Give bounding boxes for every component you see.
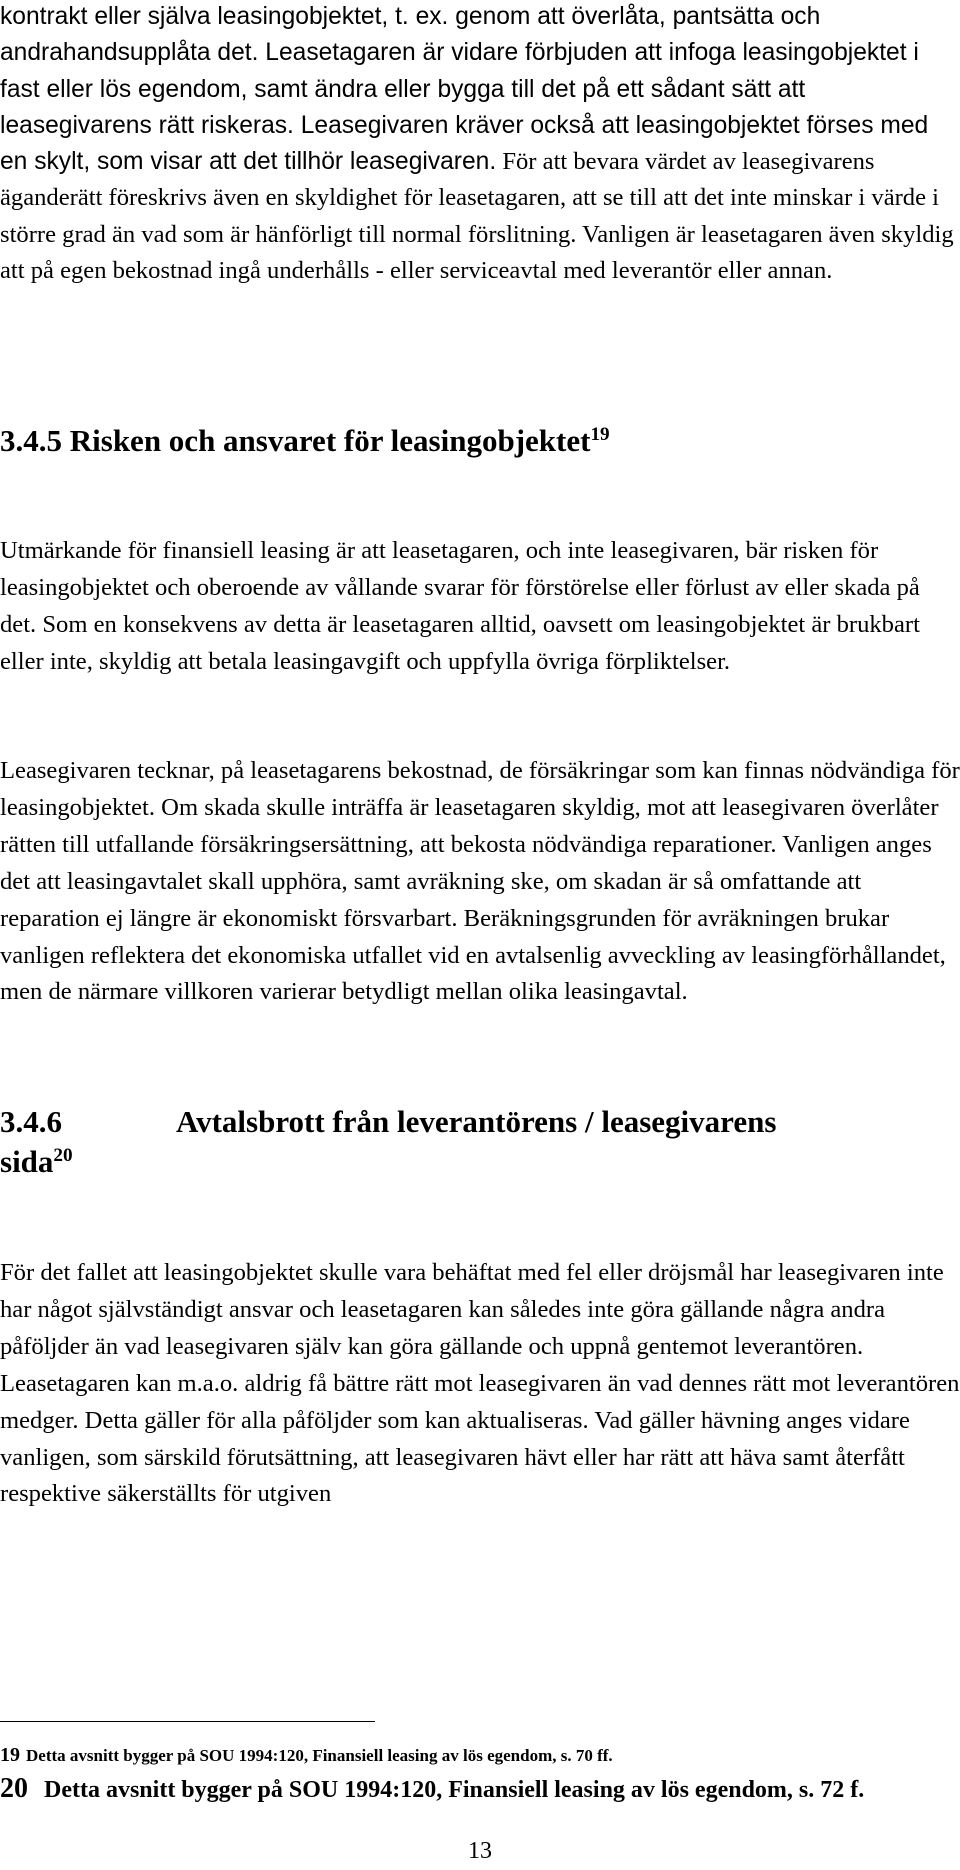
footnote-19 <box>0 1741 613 1770</box>
footnote-text: Detta avsnitt bygger på SOU 1994:120, Finansiell leasing av lös egendom, s. 70 ff. <box>26 1746 613 1765</box>
footnote-separator <box>0 1721 375 1722</box>
page-number: 13 <box>468 1838 492 1864</box>
section-title-line1: Avtalsbrott från leverantörens / leasegivarens <box>176 1104 777 1139</box>
section-title-line2: sida <box>0 1144 54 1179</box>
section-heading-3-4-5 <box>0 422 610 464</box>
intro-text-serif: För att bevara värdet av leasegivarens äganderätt föreskrivs även en skyldighet för leasetagaren, att se till att det inte minskar i värde i större grad än vad som är hänförligt till normal förslitning. Vanligen är leasetagaren även skyldig att på egen bekostnad ingå underhålls - eller serviceavtal med leverantör eller annan. <box>0 148 954 285</box>
section-number: 3.4.5 <box>0 423 62 458</box>
intro-paragraph <box>0 0 960 289</box>
paragraph-breach: För det fallet att leasingobjektet skulle vara behäftat med fel eller dröjsmål har leasegivaren inte har något självständigt ansvar och leasetagaren kan således inte göra gällande några andra påföljder än vad leasegivaren själv kan göra gällande och uppnå gentemot leverantören. Leasetagaren kan m.a.o. aldrig få bättre rätt mot leasegivaren än vad dennes rätt mot leverantören medger. Detta gäller för alla påföljder som kan aktualiseras. Vad gäller hävning anges vidare vanligen, som särskild förutsättning, att leasegivaren hävt eller har rätt att häva samt återfått respektive säkerställts för utgiven <box>0 1259 960 1508</box>
paragraph-insurance: Leasegivaren tecknar, på leasetagarens bekostnad, de försäkringar som kan finnas nödvändiga för leasingobjektet. Om skada skulle inträffa är leasetagaren skyldig, mot att leasegivaren överlåter rätten till utfallande försäkringsersättning, att bekosta nödvändiga reparationer. Vanligen anges det att leasingavtalet skall upphöra, samt avräkning ske, om skadan är så omfattande att reparation ej längre är ekonomiskt försvarbart. Beräkningsgrunden för avräkningen brukar vanligen reflektera det ekonomiska utfallet vid en avtalsenlig avveckling av leasingförhållandet, men de närmare villkoren varierar betydligt mellan olika leasingavtal. <box>0 757 960 1006</box>
footnote-ref-20: 20 <box>53 1145 73 1167</box>
footnote-text: Detta avsnitt bygger på SOU 1994:120, Finansiell leasing av lös egendom, s. 72 f. <box>44 1777 865 1803</box>
footnote-20 <box>0 1771 960 1808</box>
footnote-ref-19: 19 <box>590 424 610 446</box>
section-heading-3-4-6-cont <box>0 1143 73 1185</box>
intro-text-sans: kontrakt eller själva leasingobjektet, t. ex. genom att överlåta, pantsätta och andrahandsupplåta det. Leasetagaren är vidare förbjuden att infoga leasingobjektet i fast eller lös egendom, samt ändra eller bygga till det på ett sådant sätt att leasegivarens rätt riskeras. Leasegivaren kräver också att leasingobjektet förses med en skylt, som visar att det tillhör leasegivaren. <box>0 3 929 176</box>
footnote-number: 20 <box>0 1773 28 1804</box>
footnote-number: 19 <box>0 1744 20 1766</box>
section-number: 3.4.6 <box>0 1104 62 1139</box>
section-heading-3-4-6 <box>0 1103 776 1140</box>
section-title: Risken och ansvaret för leasingobjektet <box>69 423 591 458</box>
paragraph-risk: Utmärkande för finansiell leasing är att leasetagaren, och inte leasegivaren, bär risken för leasingobjektet och oberoende av vållande svarar för förstörelse eller förlust av eller skada på det. Som en konsekvens av detta är leasetagaren alltid, oavsett om leasingobjektet är brukbart eller inte, skyldig att betala leasingavgift och uppfylla övriga förpliktelser. <box>0 537 920 675</box>
